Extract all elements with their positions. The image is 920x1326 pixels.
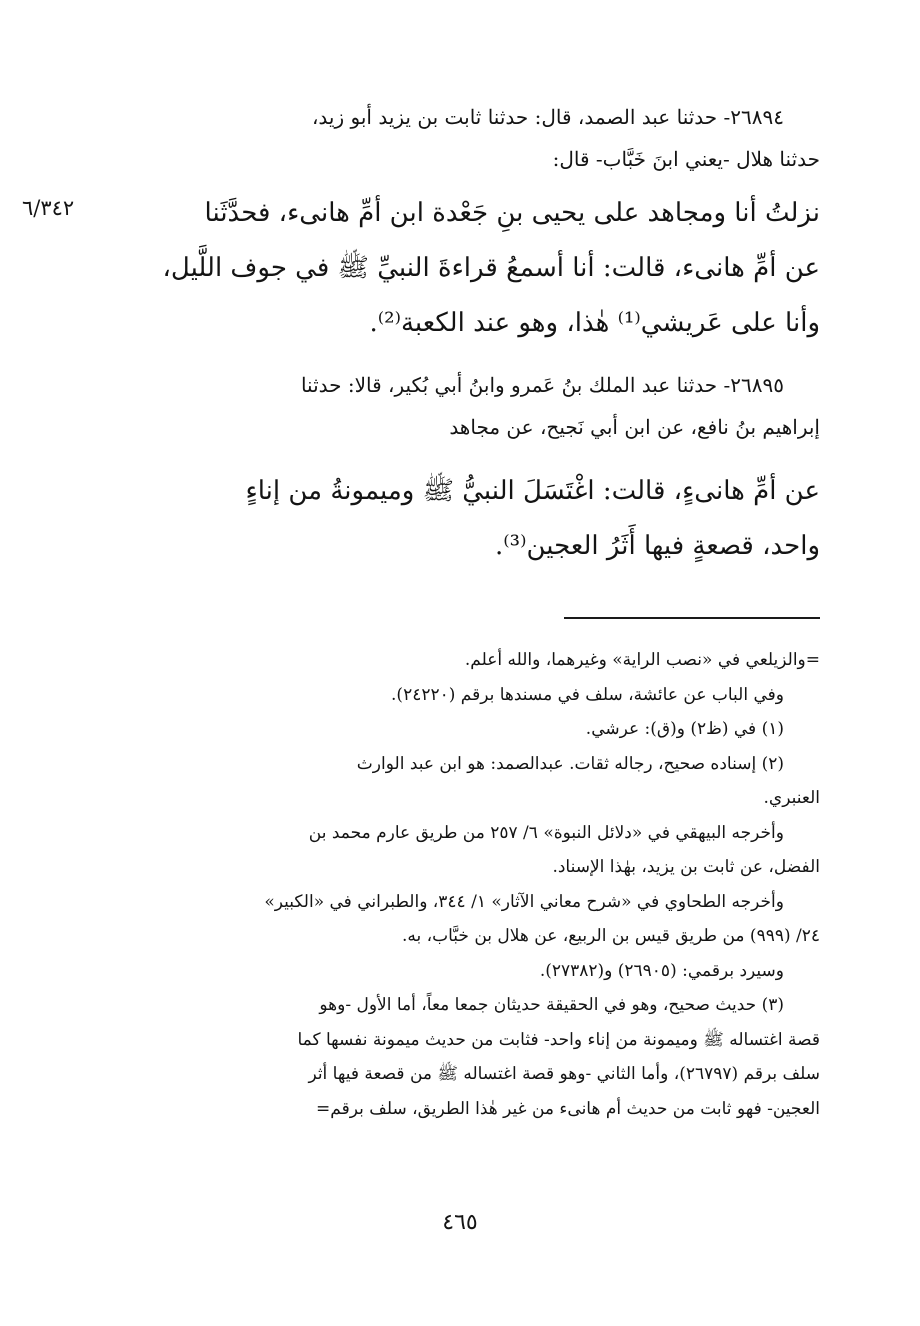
- footnote-line: قصة اغتساله ﷺ وميمونة من إناء واحد- فثابت من حديث ميمونة نفسها كما: [297, 1029, 820, 1050]
- footnote-line: وأخرجه البيهقي في «دلائل النبوة» ٦/ ٢٥٧ من طريق عارم محمد بن: [308, 822, 784, 843]
- footnote-line: العجين- فهو ثابت من حديث أم هانىء من غير هٰذا الطريق، سلف برقم=: [316, 1098, 820, 1119]
- footnote-line: (٢) إسناده صحيح، رجاله ثقات. عبدالصمد: هو ابن عبد الوارث: [356, 753, 784, 774]
- isnad-line: ٢٦٨٩٤- حدثنا عبد الصمد، قال: حدثنا ثابت بن يزيد أبو زيد،: [311, 105, 784, 129]
- footnote-line: ٢٤/ (٩٩٩) من طريق قيس بن الربيع، عن هلال بن خبَّاب، به.: [401, 926, 820, 946]
- footnote-line: وأخرجه الطحاوي في «شرح معاني الآثار» ١/ ٣٤٤، والطبراني في «الكبير»: [264, 891, 784, 912]
- footnotes: [118, 643, 820, 1126]
- hadith-26894-isnad: [118, 96, 820, 180]
- hadith-26895-matn: [118, 464, 820, 574]
- hadith-26895-isnad: [118, 364, 820, 448]
- footnote-line: سلف برقم (٢٦٧٩٧)، وأما الثاني -وهو قصة اغتساله ﷺ من قصعة فيها أثر: [308, 1064, 820, 1084]
- footnote-line: العنبري.: [763, 788, 820, 808]
- isnad-line: حدثنا هلال -يعني ابنَ خَبَّاب- قال:: [552, 147, 820, 171]
- matn-line: واحد، قصعةٍ فيها أَثَرُ العجين⁽³⁾.: [495, 531, 820, 561]
- matn-line: عن أمِّ هانىء، قالت: أنا أسمعُ قراءةَ النبيِّ ﷺ في جوف اللَّيل،: [162, 253, 820, 283]
- footnote-line: =والزيلعي في «نصب الراية» وغيرهما، والله أعلم.: [464, 650, 820, 670]
- margin-volume-page-reference: ٦/٣٤٢: [22, 196, 75, 220]
- footnote-line: وسيرد برقمي: (٢٦٩٠٥) و(٢٧٣٨٢).: [539, 960, 784, 981]
- footnote-separator: [564, 617, 820, 619]
- footnote-line: الفضل، عن ثابت بن يزيد، بهٰذا الإسناد.: [552, 857, 820, 877]
- matn-line: عن أمِّ هانىءٍ، قالت: اغْتَسَلَ النبيُّ ﷺ وميمونةُ من إناءٍ: [245, 476, 820, 506]
- page-number: ٤٦٥: [442, 1210, 478, 1235]
- footnote-line: (١) في (ظ٢) و(ق): عرشي.: [585, 719, 784, 739]
- isnad-line: ٢٦٨٩٥- حدثنا عبد الملك بنُ عَمرو وابنُ أبي بُكير، قالا: حدثنا: [300, 373, 784, 397]
- matn-line: وأنا على عَريشي⁽¹⁾ هٰذا، وهو عند الكعبة⁽²⁾.: [369, 308, 820, 338]
- isnad-line: إبراهيم بنُ نافع، عن ابن أبي نَجيح، عن مجاهد: [449, 415, 820, 439]
- footnote-line: (٣) حديث صحيح، وهو في الحقيقة حديثان جمعا معاً، أما الأول -وهو: [319, 995, 784, 1015]
- hadith-26894-matn: [118, 186, 820, 351]
- footnote-line: وفي الباب عن عائشة، سلف في مسندها برقم (٢٤٢٢٠).: [391, 684, 784, 705]
- matn-line: نزلتُ أنا ومجاهد على يحيى بنِ جَعْدة ابن أمِّ هانىء، فحدَّثَنا: [204, 198, 820, 228]
